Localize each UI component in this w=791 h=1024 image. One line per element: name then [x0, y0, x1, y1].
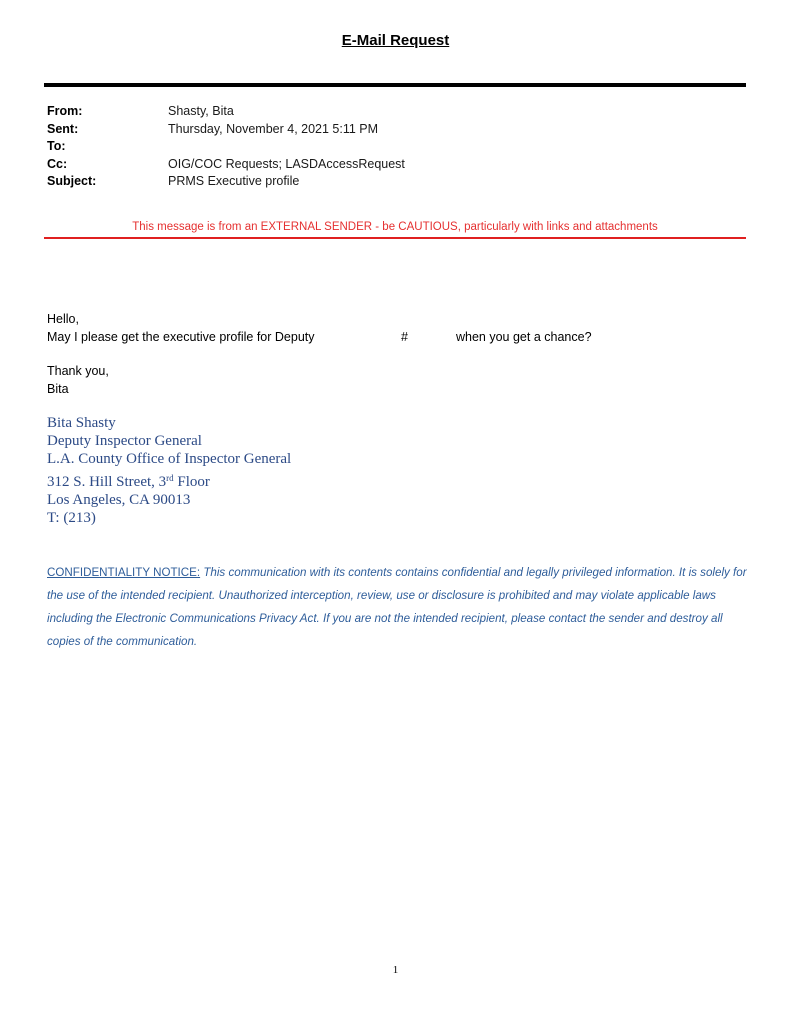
email-signature	[47, 414, 291, 527]
header-divider	[44, 83, 746, 87]
cc-label: Cc:	[47, 156, 68, 171]
signature-city: Los Angeles, CA 90013	[47, 491, 191, 508]
subject-value: PRMS Executive profile	[168, 174, 300, 189]
sent-row	[47, 121, 405, 139]
subject-label: Subject:	[47, 174, 97, 189]
address-street: 312 S. Hill Street, 3	[47, 473, 167, 490]
greeting-text: Hello,	[47, 312, 79, 326]
signature-office: L.A. County Office of Inspector General	[47, 451, 292, 468]
confidentiality-notice	[47, 561, 747, 653]
address-floor: Floor	[173, 473, 210, 490]
signature-name: Bita Shasty	[47, 415, 116, 431]
to-label: To:	[47, 139, 66, 154]
from-row	[47, 103, 405, 121]
warning-divider	[44, 237, 746, 239]
sent-value: Thursday, November 4, 2021 5:11 PM	[168, 121, 379, 136]
sent-label: Sent:	[47, 121, 79, 136]
email-header	[47, 103, 405, 191]
request-text-start: May I please get the executive profile for Deputy	[47, 330, 315, 344]
subject-row	[47, 173, 405, 191]
signature-title: Deputy Inspector General	[47, 433, 202, 450]
from-label: From:	[47, 104, 83, 118]
confidentiality-label: CONFIDENTIALITY NOTICE:	[47, 566, 201, 579]
cc-value: OIG/COC Requests; LASDAccessRequest	[168, 156, 405, 171]
badge-number-hash: #	[401, 330, 408, 344]
page-number: 1	[392, 964, 399, 976]
thanks-text: Thank you,	[47, 364, 109, 378]
address-ordinal: rd	[166, 472, 174, 483]
document-title: E-Mail Request	[341, 32, 450, 49]
request-text-end: when you get a chance?	[456, 330, 592, 344]
signoff-name: Bita	[47, 382, 69, 396]
request-line	[47, 328, 592, 346]
signature-address	[47, 469, 291, 491]
to-row	[47, 138, 405, 156]
external-sender-warning: This message is from an EXTERNAL SENDER - be CAUTIOUS, particularly with links and attachments	[132, 221, 658, 233]
from-value: Shasty, Bita	[168, 104, 234, 118]
cc-row	[47, 156, 405, 174]
signature-phone: T: (213)	[47, 510, 96, 527]
confidentiality-text: This communication with its contents contains confidential and legally privileged information. It is solely for the use of the intended recipient. Unauthorized interception, review, use or disclosure is prohibited and may violate applicable laws including the Electronic Communications Privacy Act. If you are not the intended recipient, please contact the sender and destroy all copies of the communication.	[47, 566, 747, 648]
